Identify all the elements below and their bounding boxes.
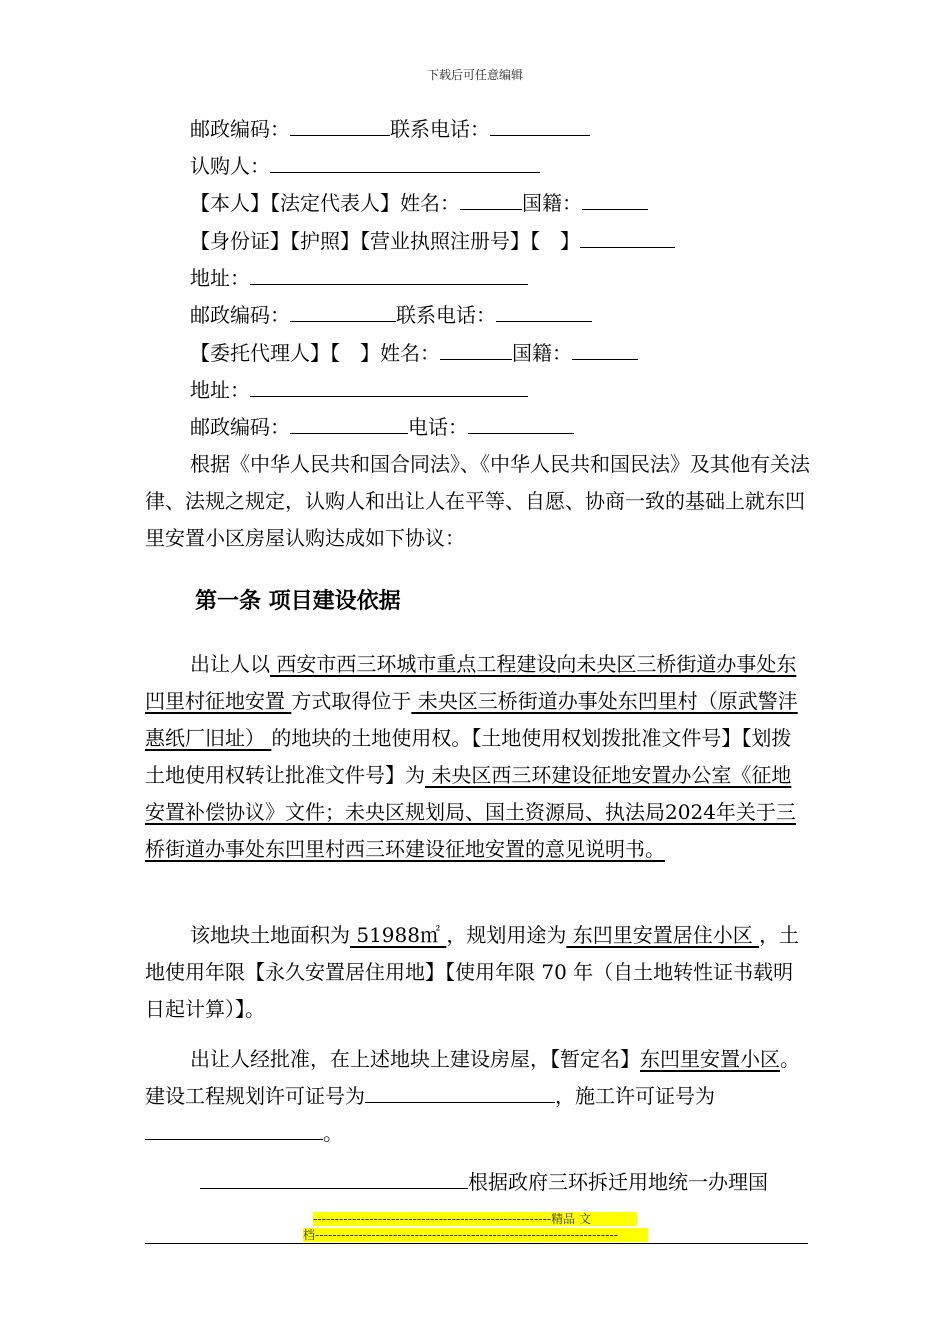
page-header: 下载后可任意编辑: [426, 68, 523, 82]
agent-label: 【委托代理人】【 】姓名：: [190, 341, 440, 365]
underlined-text: 东凹里安置小区: [640, 1047, 780, 1071]
buyer-label: 认购人：: [190, 154, 270, 178]
form-line-representative: [190, 191, 648, 215]
phone-label: 电话：: [408, 415, 468, 439]
intro-paragraph: [145, 446, 810, 557]
paragraph-land-basis: [145, 646, 810, 868]
underlined-text: 未央区西三环建设征地安置办公室《征地安置补偿协议》文件；未央区规划局、国土资源局、执法局2024年关于三桥街道办事处东凹里村西三环建设征地安置的意见说明书。: [145, 763, 796, 861]
section-title: 第一条 项目建设依据: [195, 589, 401, 614]
text: 根据政府三环拆迁用地统一办理国: [468, 1170, 768, 1194]
planning-permit-blank[interactable]: [365, 1084, 555, 1103]
agent-name-blank[interactable]: [440, 341, 512, 360]
nationality-label: 国籍：: [522, 191, 582, 215]
phone-blank[interactable]: [496, 303, 592, 322]
text: 。: [323, 1121, 343, 1145]
form-line-postcode-1: [190, 117, 590, 141]
postcode-label: 邮政编码：: [190, 117, 290, 141]
address-label: 地址：: [190, 266, 250, 290]
text: ，土地使用年限【永久安置居住用地】【使用年限 70 年（自土地转性证书载明日起计算）】。: [145, 923, 800, 1021]
id-number-blank[interactable]: [580, 229, 675, 248]
form-line-address-1: [190, 266, 528, 290]
intro-text: 根据《中华人民共和国合同法》、《中华人民共和国民法》及其他有关法律、法规之规定，认购人和出让人在平等、自愿、协商一致的基础上就东凹里安置小区房屋认购达成如下协议：: [145, 452, 810, 550]
form-line-postcode-2: [190, 303, 592, 327]
postcode-blank[interactable]: [290, 303, 396, 322]
underlined-text: 未央区三桥街道办事处东凹里村（原武警沣惠纸厂旧址）: [145, 689, 798, 750]
phone-blank[interactable]: [468, 415, 574, 434]
footer-rule: [145, 1243, 808, 1244]
nationality-blank[interactable]: [582, 191, 648, 210]
text: ，规划用途为: [446, 923, 567, 947]
paragraph-government: [200, 1170, 768, 1194]
text: 。建设工程规划许可证号为: [145, 1047, 800, 1108]
postcode-label: 邮政编码：: [190, 303, 290, 327]
underlined-text: 51988㎡: [350, 923, 447, 947]
form-line-address-2: [190, 378, 528, 402]
text: 的地块的土地使用权。【土地使用权划拨批准文件号】【划拨土地使用权转让批准文件号】为: [145, 726, 792, 787]
text: 出让人以: [190, 652, 270, 676]
postcode-blank[interactable]: [290, 117, 390, 136]
representative-label: 【本人】【法定代表人】姓名：: [190, 191, 460, 215]
form-line-postcode-3: [190, 415, 574, 439]
form-line-id: [190, 229, 675, 253]
paragraph-permits: [145, 1041, 810, 1152]
id-type-label: 【身份证】【护照】【营业执照注册号】【 】: [190, 229, 580, 253]
construction-permit-blank[interactable]: [145, 1121, 323, 1140]
buyer-blank[interactable]: [270, 154, 540, 173]
phone-label: 联系电话：: [396, 303, 496, 327]
phone-label: 联系电话：: [390, 117, 490, 141]
postcode-label: 邮政编码：: [190, 415, 290, 439]
nationality-label: 国籍：: [512, 341, 572, 365]
text: 方式取得位于: [291, 689, 412, 713]
phone-blank[interactable]: [490, 117, 590, 136]
footer-watermark-line-1: -------------------------------------------------------精品 文: [313, 1212, 637, 1226]
footer-watermark-line-2: 档----------------------------------------------------------------------: [303, 1228, 648, 1242]
blank[interactable]: [200, 1170, 468, 1189]
address-label: 地址：: [190, 378, 250, 402]
nationality-blank[interactable]: [572, 341, 638, 360]
text: ，施工许可证号为: [555, 1084, 715, 1108]
form-line-buyer: [190, 154, 540, 178]
name-blank[interactable]: [460, 191, 522, 210]
underlined-text: 东凹里安置居住小区: [566, 923, 760, 947]
address-blank[interactable]: [250, 266, 528, 285]
address-blank[interactable]: [250, 378, 528, 397]
form-line-agent: [190, 341, 638, 365]
underlined-text: 西安市西三环城市重点工程建设向未央区三桥街道办事处东凹里村征地安置: [145, 652, 797, 713]
paragraph-land-area: [145, 917, 810, 1028]
postcode-blank[interactable]: [290, 415, 408, 434]
text: 该地块土地面积为: [190, 923, 350, 947]
text: 出让人经批准，在上述地块上建设房屋，【暂定名】: [190, 1047, 640, 1071]
